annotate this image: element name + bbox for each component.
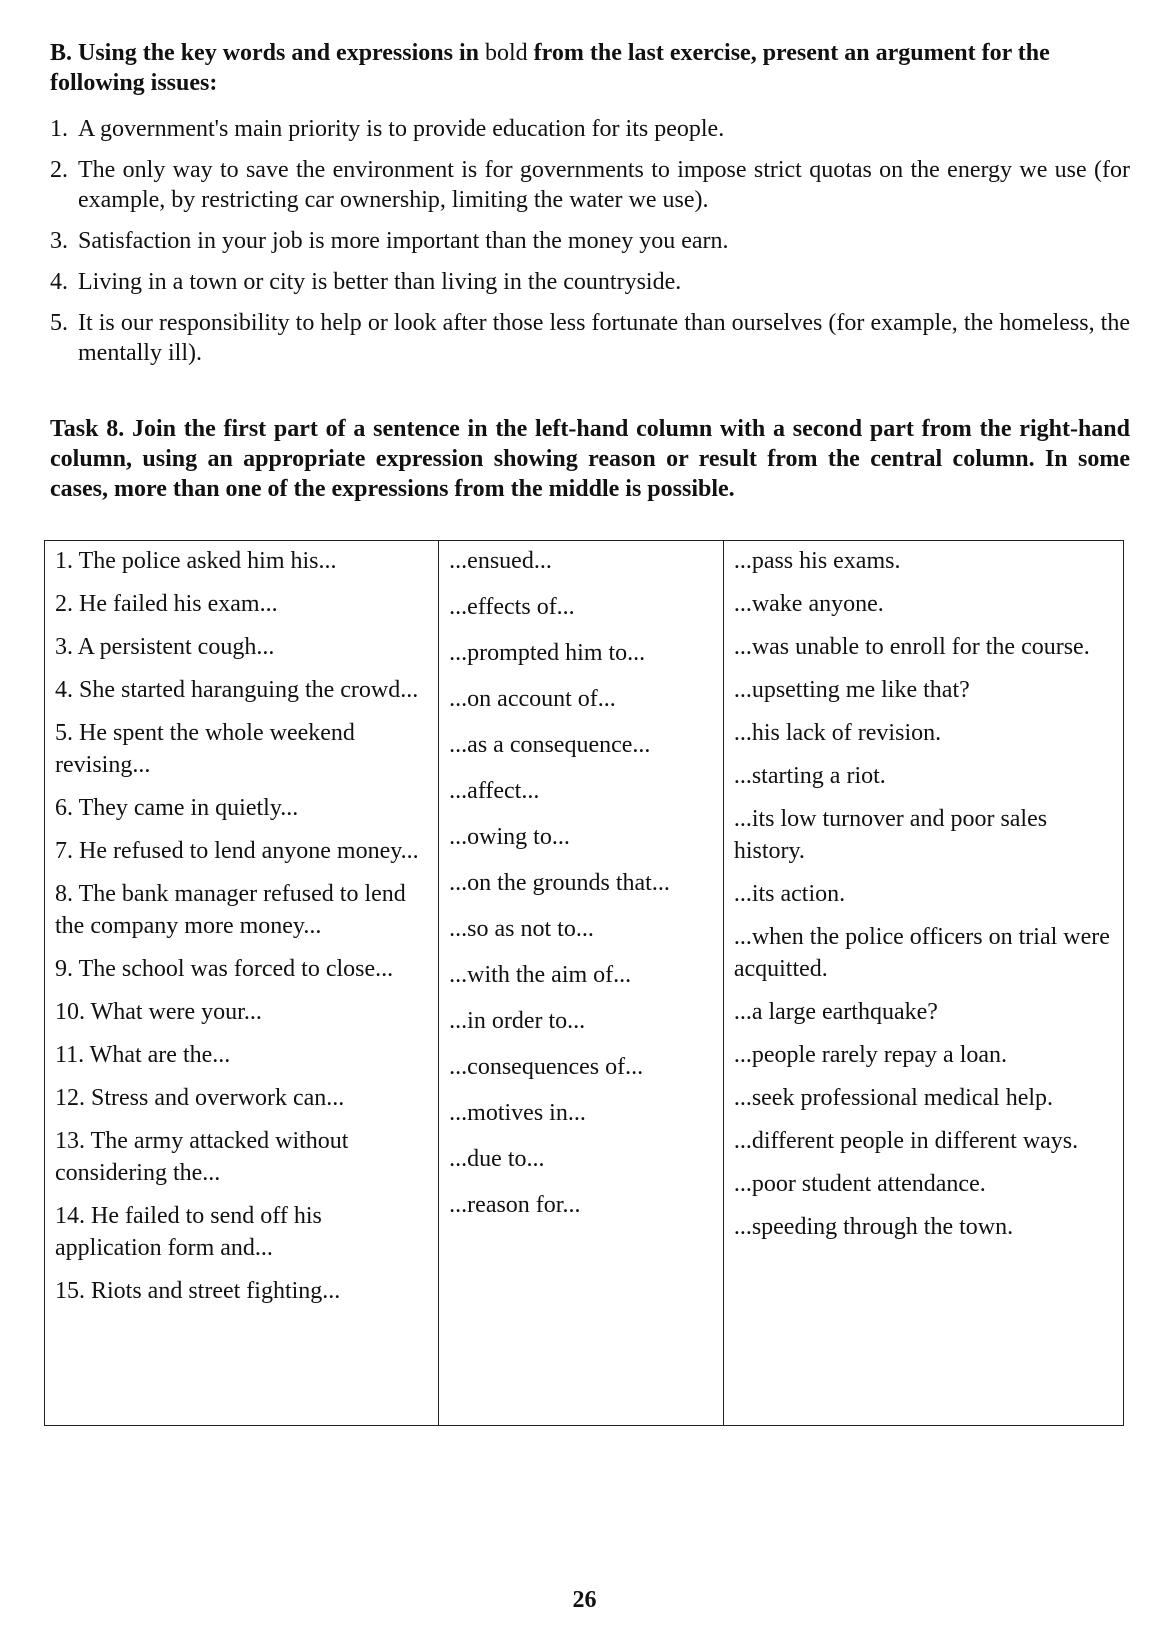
middle-item: ...as a consequence... [449, 732, 651, 758]
issue-item [50, 308, 1130, 368]
left-item: 12. Stress and overwork can... [55, 1085, 345, 1111]
issue-item [50, 114, 1130, 144]
right-item: ...pass his exams. [733, 548, 901, 574]
left-item: 9. The school was forced to close... [55, 956, 394, 982]
issues-list [50, 114, 1130, 379]
right-item: ...was unable to enroll for the course. [733, 634, 1090, 660]
issue-text: The only way to save the environment is for governments to impose strict quotas on the energy we use (for example, by restricting car ownership, limiting the water we use). [78, 157, 1130, 213]
issue-text: Satisfaction in your job is more important than the money you earn. [78, 228, 729, 254]
issue-text: A government's main priority is to provide education for its people. [78, 116, 725, 142]
right-item: ...speeding through the town. [733, 1214, 1014, 1240]
right-item: ...wake anyone. [733, 591, 884, 617]
issue-number: 1. [50, 116, 68, 142]
task8-instruction: Task 8. Join the first part of a sentence in the left-hand column with a second part from the right-hand column, using an appropriate expression showing reason or result from the central column. In some cases, more than one of the expressions from the middle is possible. [50, 416, 1130, 502]
left-item: 5. He spent the whole weekend revising... [55, 720, 355, 778]
right-item: ...poor student attendance. [733, 1171, 986, 1197]
right-item: ...people rarely repay a loan. [733, 1042, 1008, 1068]
left-item: 6. They came in quietly... [55, 795, 299, 821]
left-item: 8. The bank manager refused to lend the company more money... [55, 881, 406, 939]
middle-item: ...so as not to... [449, 916, 594, 942]
right-item: ...starting a riot. [733, 763, 886, 789]
middle-item: ...consequences of... [449, 1054, 644, 1080]
middle-column [439, 541, 724, 1426]
middle-item: ...in order to... [449, 1008, 586, 1034]
page-number: 26 [572, 1587, 597, 1613]
middle-item: ...on account of... [449, 686, 616, 712]
issue-item [50, 155, 1130, 215]
middle-item: ...owing to... [449, 824, 570, 850]
left-item: 2. He failed his exam... [55, 591, 278, 617]
issue-number: 2. [50, 157, 68, 183]
right-item: ...its action. [733, 881, 846, 907]
middle-item: ...due to... [449, 1146, 545, 1172]
right-item: ...different people in different ways. [733, 1128, 1079, 1154]
issue-number: 3. [50, 228, 68, 254]
section-b-heading-bold-1: B. Using the key words and expressions in [50, 40, 479, 66]
left-item: 14. He failed to send off his application form and... [55, 1203, 322, 1261]
left-item: 11. What are the... [55, 1042, 231, 1068]
left-item: 10. What were your... [55, 999, 262, 1025]
middle-item: ...with the aim of... [449, 962, 632, 988]
issue-number: 5. [50, 310, 68, 336]
left-item: 7. He refused to lend anyone money... [55, 838, 419, 864]
section-b-heading-bold-2: from the last exercise, present an argument for the following issues: [50, 40, 1050, 96]
left-column [45, 541, 439, 1426]
right-item: ...his lack of revision. [733, 720, 942, 746]
matching-table [44, 540, 1124, 1426]
middle-item: ...affect... [449, 778, 540, 804]
issue-item [50, 267, 1130, 297]
right-item: ...seek professional medical help. [733, 1085, 1054, 1111]
right-item: ...a large earthquake? [733, 999, 938, 1025]
left-item: 13. The army attacked without considering the... [55, 1128, 349, 1186]
issue-item [50, 226, 1130, 256]
issue-text: Living in a town or city is better than living in the countryside. [78, 269, 682, 295]
middle-item: ...reason for... [449, 1192, 581, 1218]
left-item: 15. Riots and street fighting... [55, 1278, 341, 1304]
middle-item: ...ensued... [449, 548, 552, 574]
issue-text: It is our responsibility to help or look after those less fortunate than ourselves (for example, the homeless, the mentally ill). [78, 310, 1130, 366]
middle-item: ...motives in... [449, 1100, 586, 1126]
left-item: 3. A persistent cough... [55, 634, 275, 660]
section-b-heading [50, 38, 1130, 98]
matching-table-row [45, 541, 1124, 1426]
right-item: ...upsetting me like that? [733, 677, 970, 703]
right-item: ...when the police officers on trial were acquitted. [733, 924, 1110, 982]
middle-item: ...effects of... [449, 594, 575, 620]
section-b-heading-plain: bold [478, 40, 534, 66]
right-column [723, 541, 1123, 1426]
right-item: ...its low turnover and poor sales history. [733, 806, 1048, 864]
left-item: 1. The police asked him his... [55, 548, 337, 574]
left-item: 4. She started haranguing the crowd... [55, 677, 419, 703]
middle-item: ...on the grounds that... [449, 870, 670, 896]
issue-number: 4. [50, 269, 68, 295]
middle-item: ...prompted him to... [449, 640, 646, 666]
